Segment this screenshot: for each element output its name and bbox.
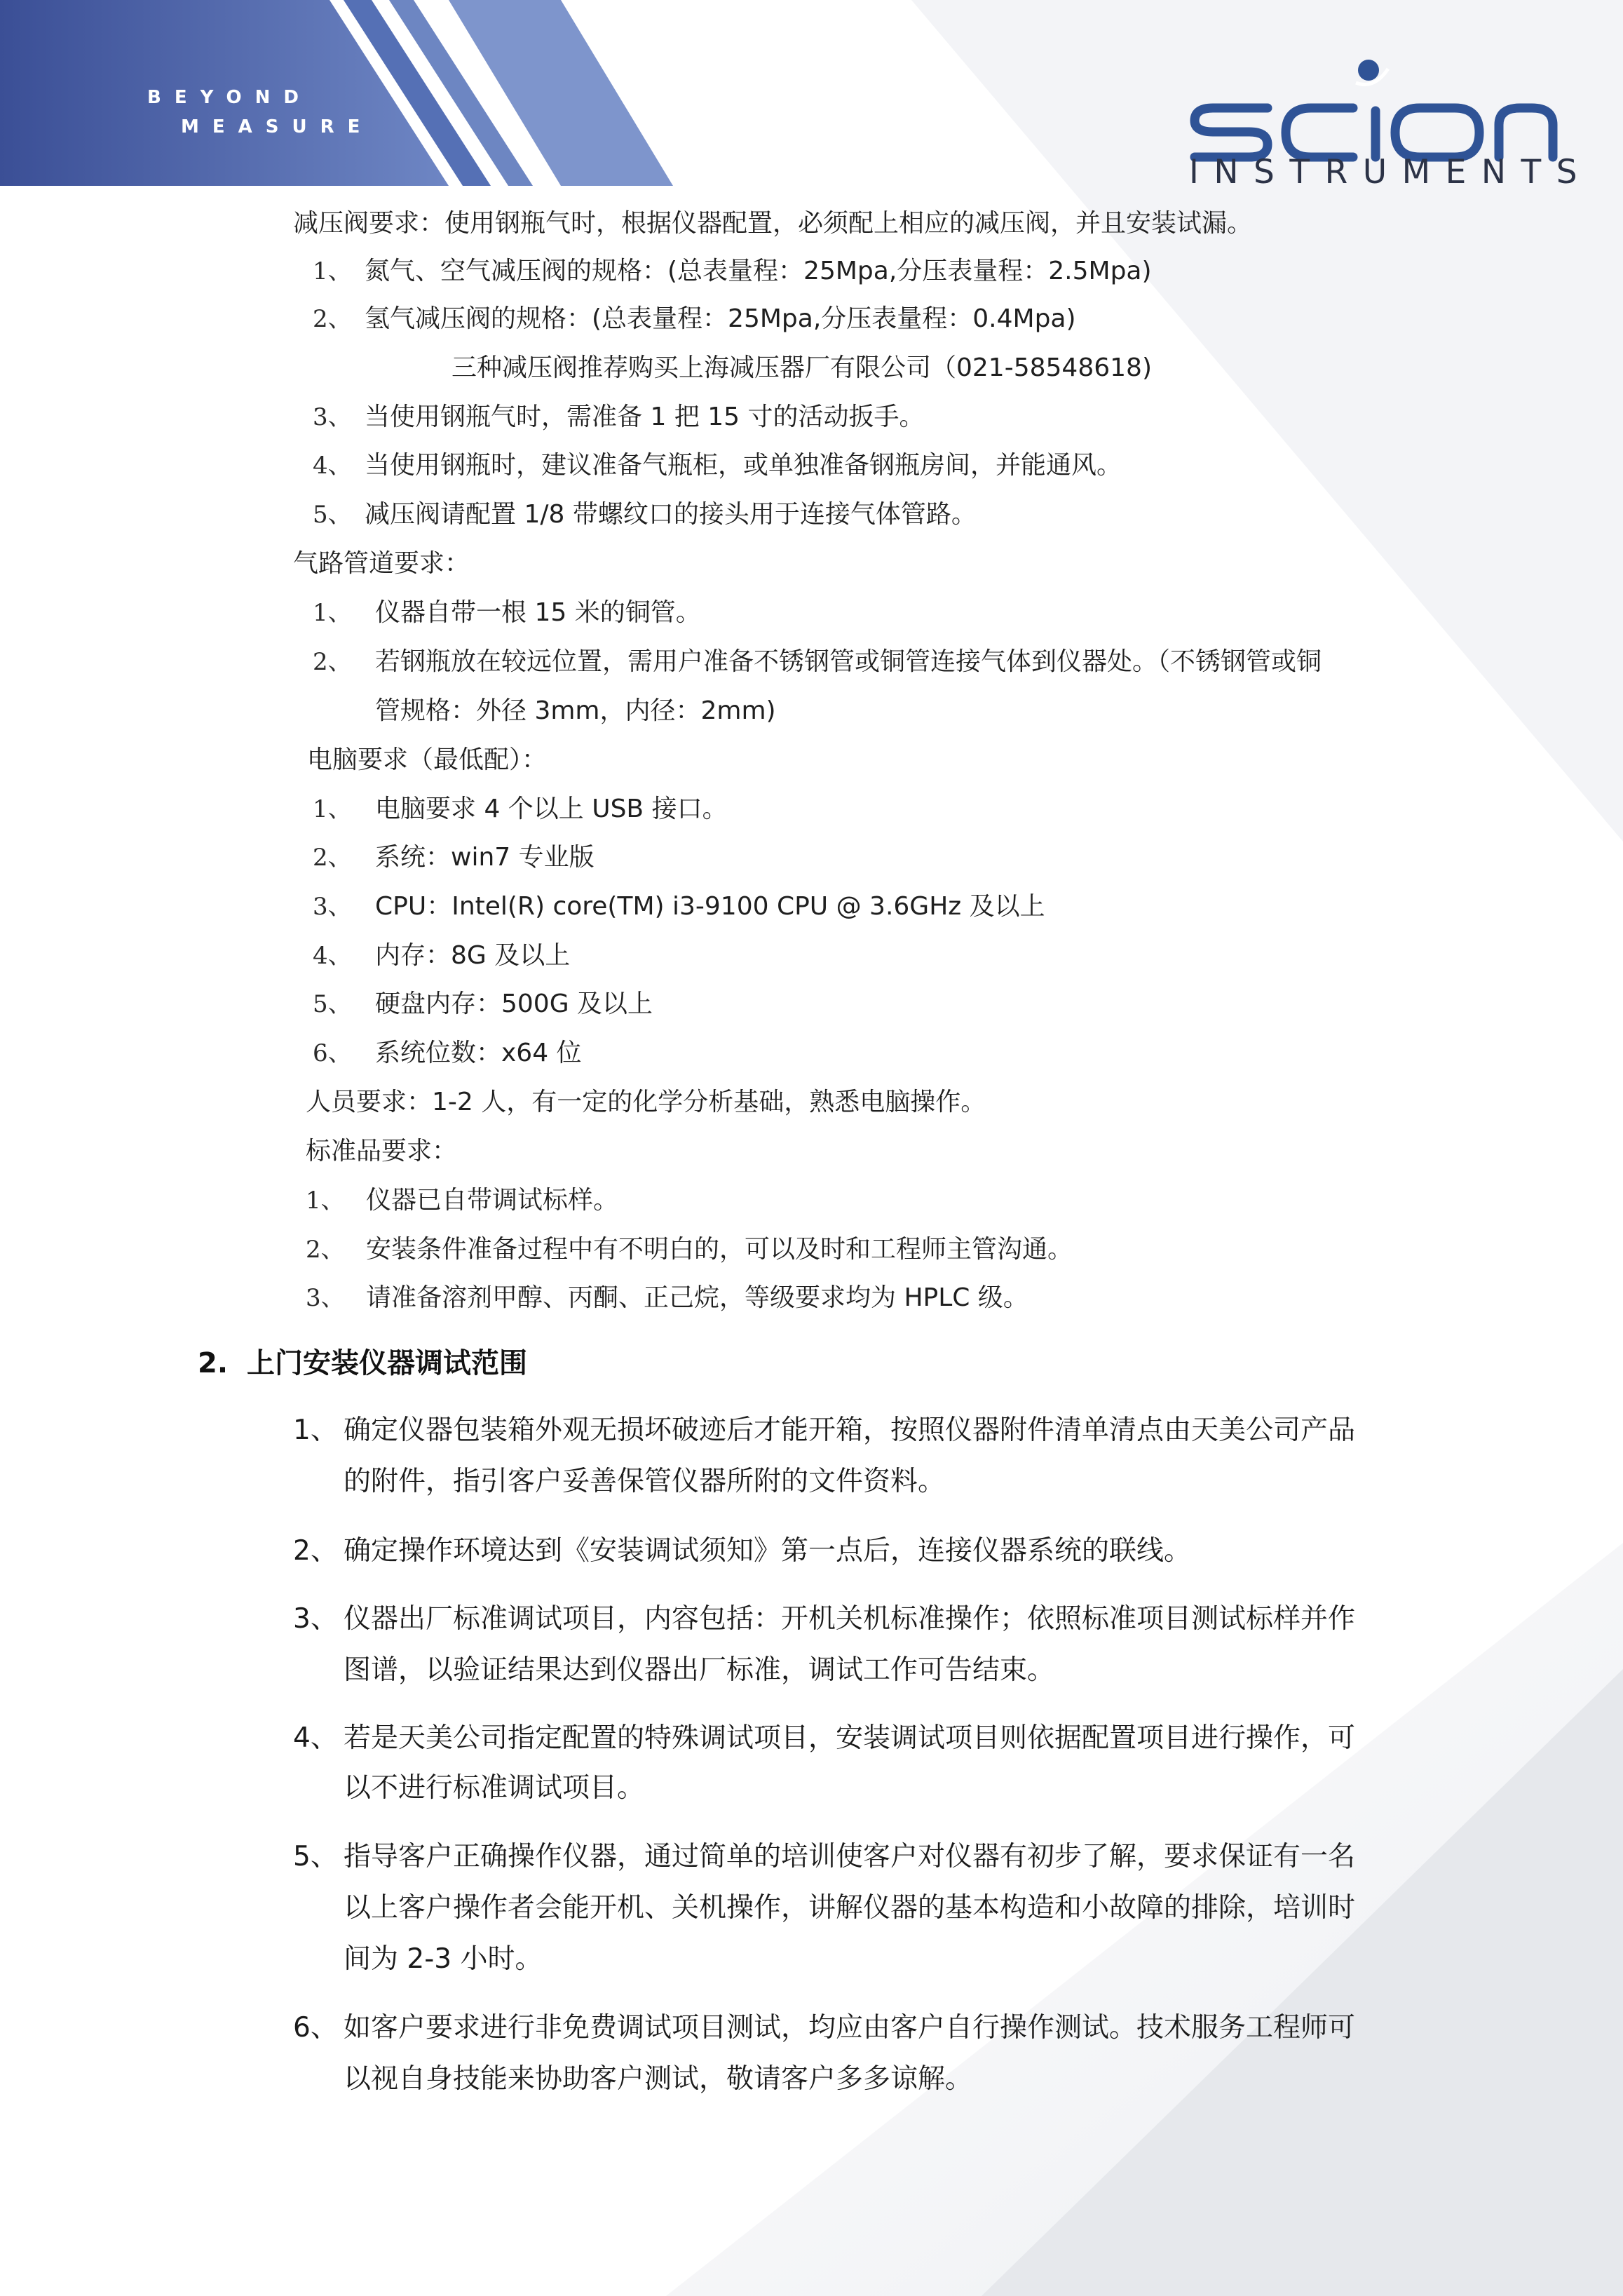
scope-item-4-line2: 以不进行标准调试项目。 xyxy=(344,1772,645,1804)
pc-item-3: CPU：Intel(R) core(TM) i3-9100 CPU @ 3.6GHz 及以上 xyxy=(375,892,1045,921)
pc-item-6: 系统位数：x64 位 xyxy=(375,1039,582,1067)
scope-item-5-line1: 指导客户正确操作仪器，通过简单的培训使客户对仪器有初步了解，要求保证有一名 xyxy=(344,1841,1356,1872)
std-item-2: 安装条件准备过程中有不明白的，可以及时和工程师主管沟通。 xyxy=(366,1235,1073,1264)
scope-item-3-line1: 仪器出厂标准调试项目，内容包括：开机关机标准操作；依照标准项目测试标样并作 xyxy=(344,1603,1356,1635)
scope-item-4-num: 4、 xyxy=(293,1722,338,1754)
scope-item-5-line3: 间为 2-3 小时。 xyxy=(344,1943,543,1975)
section2-heading: 上门安装仪器调试范围 xyxy=(247,1347,527,1379)
pc-item-4-num: 4、 xyxy=(313,942,352,970)
scope-item-4-line1: 若是天美公司指定配置的特殊调试项目，安装调试项目则依据配置项目进行操作，可 xyxy=(344,1722,1356,1754)
scope-item-1-line1: 确定仪器包装箱外观无损坏破迹后才能开箱，按照仪器附件清单清点由天美公司产品 xyxy=(344,1414,1356,1446)
logo-subtitle: INSTRUMENTS xyxy=(1189,153,1593,191)
std-item-3: 请准备溶剂甲醇、丙酮、正己烷，等级要求均为 HPLC 级。 xyxy=(366,1283,1028,1312)
std-title: 标准品要求： xyxy=(306,1137,458,1166)
pc-item-6-num: 6、 xyxy=(313,1039,352,1067)
pipe-item-1-num: 1、 xyxy=(313,599,352,627)
scope-item-1-num: 1、 xyxy=(293,1414,338,1446)
regulator-item-1-num: 1、 xyxy=(313,257,352,285)
pc-title: 电脑要求（最低配）： xyxy=(307,745,548,774)
brand-tagline-line2: MEASURE xyxy=(181,116,374,137)
scope-item-2-line1: 确定操作环境达到《安装调试须知》第一点后，连接仪器系统的联线。 xyxy=(344,1535,1192,1567)
pipe-item-1: 仪器自带一根 15 米的铜管。 xyxy=(375,598,701,627)
scope-item-6-line2: 以视自身技能来协助客户测试，敬请客户多多谅解。 xyxy=(344,2063,973,2095)
section2-number: 2. xyxy=(198,1347,229,1379)
scope-item-5-num: 5、 xyxy=(293,1841,338,1872)
regulator-item-5-num: 5、 xyxy=(313,501,352,529)
regulator-item-5: 减压阀请配置 1/8 带螺纹口的接头用于连接气体管路。 xyxy=(365,500,977,529)
scope-item-3-line2: 图谱，以验证结果达到仪器出厂标准，调试工作可告结束。 xyxy=(344,1654,1055,1686)
scope-item-5-line2: 以上客户操作者会能开机、关机操作，讲解仪器的基本构造和小故障的排除，培训时 xyxy=(344,1892,1356,1924)
brand-tagline-line1: BEYOND xyxy=(147,87,312,108)
pc-item-1: 电脑要求 4 个以上 USB 接口。 xyxy=(375,795,728,823)
pc-item-1-num: 1、 xyxy=(313,795,352,823)
regulator-item-2: 氢气减压阀的规格：(总表量程：25Mpa,分压表量程：0.4Mpa) xyxy=(365,304,1076,333)
scope-item-6-line1: 如客户要求进行非免费调试项目测试，均应由客户自行操作测试。技术服务工程师可 xyxy=(344,2012,1356,2044)
std-item-3-num: 3、 xyxy=(306,1284,345,1312)
scope-item-1-line2: 的附件，指引客户妥善保管仪器所附的文件资料。 xyxy=(344,1466,946,1497)
pipe-item-2-num: 2、 xyxy=(313,648,352,676)
pc-item-3-num: 3、 xyxy=(313,893,352,921)
scope-item-3-num: 3、 xyxy=(293,1603,338,1635)
pc-item-5-num: 5、 xyxy=(313,990,352,1018)
regulator-title: 减压阀要求：使用钢瓶气时，根据仪器配置，必须配上相应的减压阀，并且安装试漏。 xyxy=(293,209,1253,238)
regulator-item-3: 当使用钢瓶气时，需准备 1 把 15 寸的活动扳手。 xyxy=(365,403,925,431)
pc-item-4: 内存：8G 及以上 xyxy=(375,941,571,970)
pc-item-5: 硬盘内存：500G 及以上 xyxy=(375,990,653,1018)
regulator-item-4: 当使用钢瓶时，建议准备气瓶柜，或单独准备钢瓶房间，并能通风。 xyxy=(365,451,1122,480)
pipe-item-2: 若钢瓶放在较远位置，需用户准备不锈钢管或铜管连接气体到仪器处。（不锈钢管或铜 xyxy=(375,647,1322,676)
scope-item-2-num: 2、 xyxy=(293,1535,338,1567)
pipe-title: 气路管道要求： xyxy=(293,549,470,578)
pipe-item-2-cont: 管规格：外径 3mm，内径：2mm) xyxy=(375,696,776,725)
scope-item-6-num: 6、 xyxy=(293,2012,338,2044)
regulator-item-2-num: 2、 xyxy=(313,305,352,333)
std-item-2-num: 2、 xyxy=(306,1236,345,1264)
pc-item-2: 系统：win7 专业版 xyxy=(375,843,595,872)
regulator-item-3-num: 3、 xyxy=(313,403,352,431)
regulator-item-4-num: 4、 xyxy=(313,452,352,480)
regulator-recommendation: 三种减压阀推荐购买上海减压器厂有限公司（021-58548618) xyxy=(451,353,1152,382)
std-item-1-num: 1、 xyxy=(306,1187,345,1215)
regulator-item-1: 氮气、空气减压阀的规格：(总表量程：25Mpa,分压表量程：2.5Mpa) xyxy=(365,257,1152,285)
std-item-1: 仪器已自带调试标样。 xyxy=(366,1186,619,1215)
staff-requirement: 人员要求：1-2 人，有一定的化学分析基础，熟悉电脑操作。 xyxy=(306,1088,986,1116)
pc-item-2-num: 2、 xyxy=(313,844,352,872)
